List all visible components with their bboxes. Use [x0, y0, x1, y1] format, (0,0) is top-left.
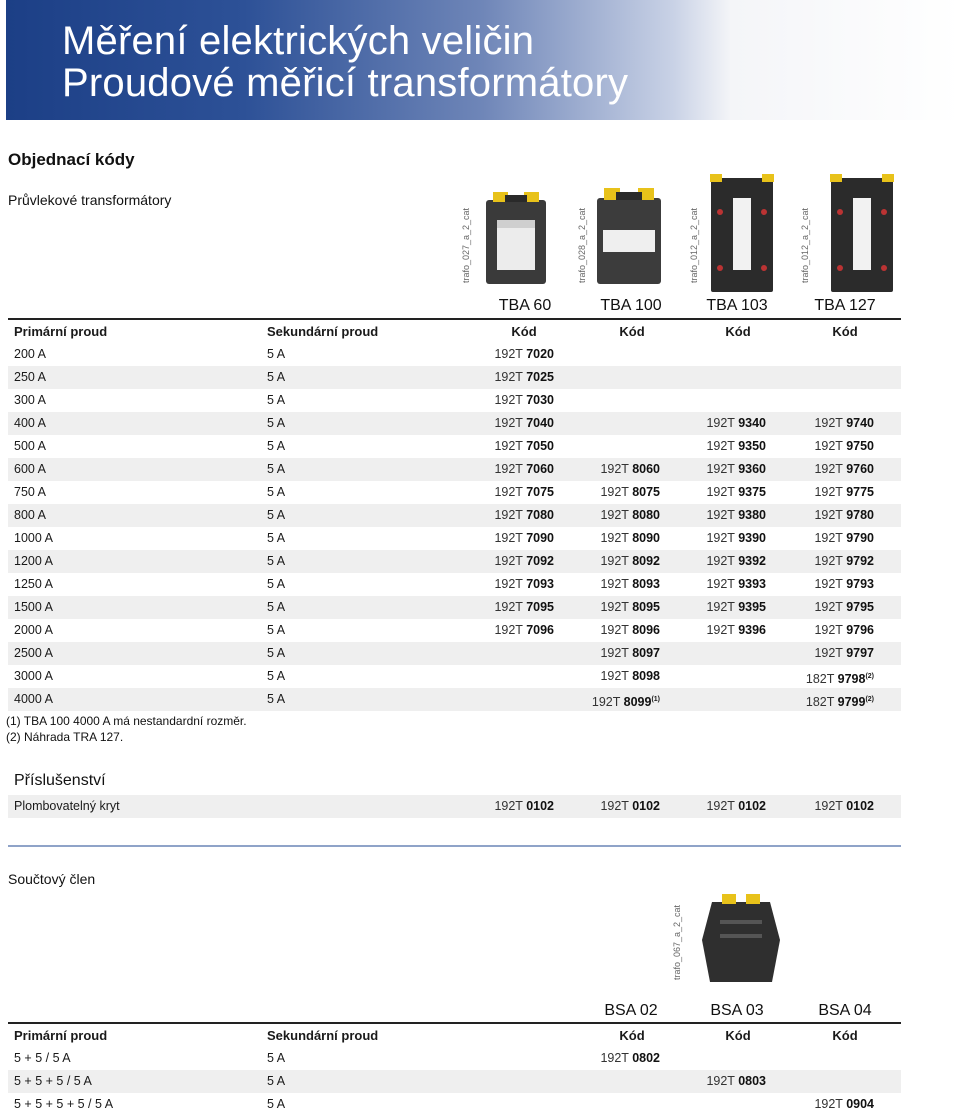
header-code: Kód [725, 1028, 751, 1043]
header-secondary: Sekundární proud [267, 324, 379, 339]
header-code: Kód [725, 324, 751, 339]
image-caption: trafo_067_a_2_cat [672, 904, 682, 980]
code-cell: 192T 7093 [494, 577, 554, 591]
primary-current: 750 A [14, 485, 46, 499]
primary-current: 3000 A [14, 669, 53, 683]
code-cell: 192T 7040 [494, 416, 554, 430]
code-cell: 192T 9350 [706, 439, 766, 453]
code-cell: 192T 0102 [814, 799, 874, 813]
secondary-current: 5 A [267, 508, 286, 522]
table-row [8, 504, 901, 527]
image-caption: trafo_012_a_2_cat [800, 207, 810, 283]
code-cell: 192T 9795 [814, 600, 874, 614]
code-cell: 192T 7030 [494, 393, 554, 407]
code-cell: 192T 8096 [600, 623, 660, 637]
table-row [8, 642, 901, 665]
table-row [8, 619, 901, 642]
code-cell: 192T 8098 [600, 669, 660, 683]
transformer-tba103-image [706, 172, 778, 294]
primary-current: 250 A [14, 370, 46, 384]
secondary-current: 5 A [267, 531, 286, 545]
accessories-table [8, 795, 901, 818]
image-caption: trafo_028_a_2_cat [577, 207, 587, 283]
secondary-current: 5 A [267, 462, 286, 476]
code-cell: 192T 9396 [706, 623, 766, 637]
header-primary: Primární proud [14, 324, 108, 339]
code-cell: 192T 8099$^{(1)}$ [591, 695, 660, 710]
model-header: BSA 02 [604, 1002, 658, 1019]
primary-current: 2500 A [14, 646, 53, 660]
footnotes [6, 713, 247, 745]
code-cell: 192T 8092 [600, 554, 660, 568]
code-cell: 192T 7050 [494, 439, 554, 453]
table-row [8, 665, 901, 688]
table-row [8, 1093, 901, 1116]
secondary-current: 5 A [267, 646, 286, 660]
secondary-current: 5 A [267, 623, 286, 637]
code-cell: 192T 0102 [706, 799, 766, 813]
primary-current: 4000 A [14, 692, 53, 706]
code-cell: 192T 0802 [600, 1051, 660, 1065]
code-cell: 192T 7092 [494, 554, 554, 568]
code-cell: 192T 9360 [706, 462, 766, 476]
table-row [8, 458, 901, 481]
secondary-current: 5 A [267, 692, 286, 706]
code-cell: 192T 9340 [706, 416, 766, 430]
table-row [8, 366, 901, 389]
model-header: BSA 03 [710, 1002, 764, 1019]
code-cell: 192T 0904 [814, 1097, 874, 1111]
footnote-2: (2) Náhrada TRA 127. [6, 730, 124, 744]
primary-current: 5 + 5 / 5 A [14, 1051, 71, 1065]
code-cell: 192T 7096 [494, 623, 554, 637]
summation-table [8, 1024, 901, 1116]
primary-current: 5 + 5 + 5 + 5 / 5 A [14, 1097, 114, 1111]
model-header: BSA 04 [818, 1002, 872, 1019]
model-header: TBA 60 [498, 297, 552, 314]
code-cell: 192T 7090 [494, 531, 554, 545]
primary-current: 200 A [14, 347, 46, 361]
table-row [8, 1047, 901, 1070]
summation-transformer-image [700, 890, 782, 985]
table-row [8, 795, 901, 818]
code-cell: 192T 9750 [814, 439, 874, 453]
section-title-order-codes: Objednací kódy [8, 150, 135, 169]
code-cell: 192T 9797 [814, 646, 874, 660]
table-row [8, 1070, 901, 1093]
code-cell: 192T 7060 [494, 462, 554, 476]
code-cell: 192T 0102 [494, 799, 554, 813]
transformer-tba100-image [594, 186, 664, 286]
code-cell: 182T 9799$^{(2)}$ [805, 695, 874, 710]
secondary-current: 5 A [267, 347, 286, 361]
table-row [8, 688, 901, 711]
secondary-current: 5 A [267, 439, 286, 453]
primary-current: 300 A [14, 393, 46, 407]
code-cell: 192T 8093 [600, 577, 660, 591]
code-cell: 192T 8095 [600, 600, 660, 614]
page-title [62, 20, 628, 104]
code-cell: 192T 7020 [494, 347, 554, 361]
model-header: TBA 100 [600, 297, 662, 314]
secondary-current: 5 A [267, 370, 286, 384]
footnote-1: (1) TBA 100 4000 A má nestandardní rozměr. [6, 714, 247, 728]
code-cell: 192T 9395 [706, 600, 766, 614]
title-line-2: Proudové měřicí transformátory [62, 61, 629, 105]
code-cell: 192T 9380 [706, 508, 766, 522]
accessory-label: Plombovatelný kryt [14, 799, 120, 813]
section-title-summation: Součtový člen [8, 871, 96, 887]
table-header-row [8, 320, 901, 343]
table-row [8, 527, 901, 550]
primary-current: 5 + 5 + 5 / 5 A [14, 1074, 92, 1088]
secondary-current: 5 A [267, 393, 286, 407]
code-cell: 192T 9792 [814, 554, 874, 568]
secondary-current: 5 A [267, 485, 286, 499]
code-cell: 192T 9375 [706, 485, 766, 499]
table-row [8, 412, 901, 435]
code-cell: 192T 7075 [494, 485, 554, 499]
model-header: TBA 103 [706, 297, 768, 314]
header-code: Kód [511, 324, 537, 339]
code-cell: 182T 9798$^{(2)}$ [805, 672, 874, 687]
section-title-accessories: Příslušenství [14, 772, 106, 789]
primary-current: 1200 A [14, 554, 53, 568]
secondary-current: 5 A [267, 577, 286, 591]
code-cell: 192T 7095 [494, 600, 554, 614]
secondary-current: 5 A [267, 1051, 286, 1065]
secondary-current: 5 A [267, 416, 286, 430]
header-code: Kód [619, 1028, 645, 1043]
header-primary: Primární proud [14, 1028, 108, 1043]
primary-current: 1500 A [14, 600, 53, 614]
code-cell: 192T 9775 [814, 485, 874, 499]
code-cell: 192T 9393 [706, 577, 766, 591]
header-secondary: Sekundární proud [267, 1028, 379, 1043]
header-code: Kód [619, 324, 645, 339]
primary-current: 2000 A [14, 623, 53, 637]
table-row [8, 435, 901, 458]
section-subtitle-transformers: Průvlekové transformátory [8, 192, 172, 208]
code-cell: 192T 9780 [814, 508, 874, 522]
primary-current: 1250 A [14, 577, 53, 591]
code-cell: 192T 8060 [600, 462, 660, 476]
title-line-1: Měření elektrických veličin [62, 19, 535, 63]
code-cell: 192T 9740 [814, 416, 874, 430]
header-code: Kód [832, 324, 858, 339]
table-row [8, 343, 901, 366]
code-cell: 192T 9392 [706, 554, 766, 568]
code-cell: 192T 9760 [814, 462, 874, 476]
header-banner [6, 0, 960, 120]
code-cell: 192T 9390 [706, 531, 766, 545]
model-header: TBA 127 [814, 297, 876, 314]
header-code: Kód [832, 1028, 858, 1043]
primary-current: 500 A [14, 439, 46, 453]
code-cell: 192T 8097 [600, 646, 660, 660]
table-row [8, 389, 901, 412]
primary-current: 1000 A [14, 531, 53, 545]
code-cell: 192T 0102 [600, 799, 660, 813]
table-row [8, 481, 901, 504]
code-cell: 192T 8090 [600, 531, 660, 545]
secondary-current: 5 A [267, 554, 286, 568]
transformer-tba127-image [826, 172, 898, 294]
secondary-current: 5 A [267, 1097, 286, 1111]
table-row [8, 596, 901, 619]
image-caption: trafo_027_a_2_cat [461, 207, 471, 283]
primary-current: 400 A [14, 416, 46, 430]
table-row [8, 573, 901, 596]
secondary-current: 5 A [267, 669, 286, 683]
code-cell: 192T 7025 [494, 370, 554, 384]
code-cell: 192T 9796 [814, 623, 874, 637]
code-cell: 192T 0803 [706, 1074, 766, 1088]
primary-current: 600 A [14, 462, 46, 476]
secondary-current: 5 A [267, 600, 286, 614]
transformer-tba60-image [483, 192, 550, 286]
code-cell: 192T 9793 [814, 577, 874, 591]
code-cell: 192T 9790 [814, 531, 874, 545]
code-cell: 192T 7080 [494, 508, 554, 522]
code-cell: 192T 8075 [600, 485, 660, 499]
primary-current: 800 A [14, 508, 46, 522]
section-divider [8, 845, 901, 847]
table-header-row [8, 1024, 901, 1047]
table-row [8, 550, 901, 573]
secondary-current: 5 A [267, 1074, 286, 1088]
code-cell: 192T 8080 [600, 508, 660, 522]
order-codes-table [8, 320, 901, 711]
image-caption: trafo_012_a_2_cat [689, 207, 699, 283]
